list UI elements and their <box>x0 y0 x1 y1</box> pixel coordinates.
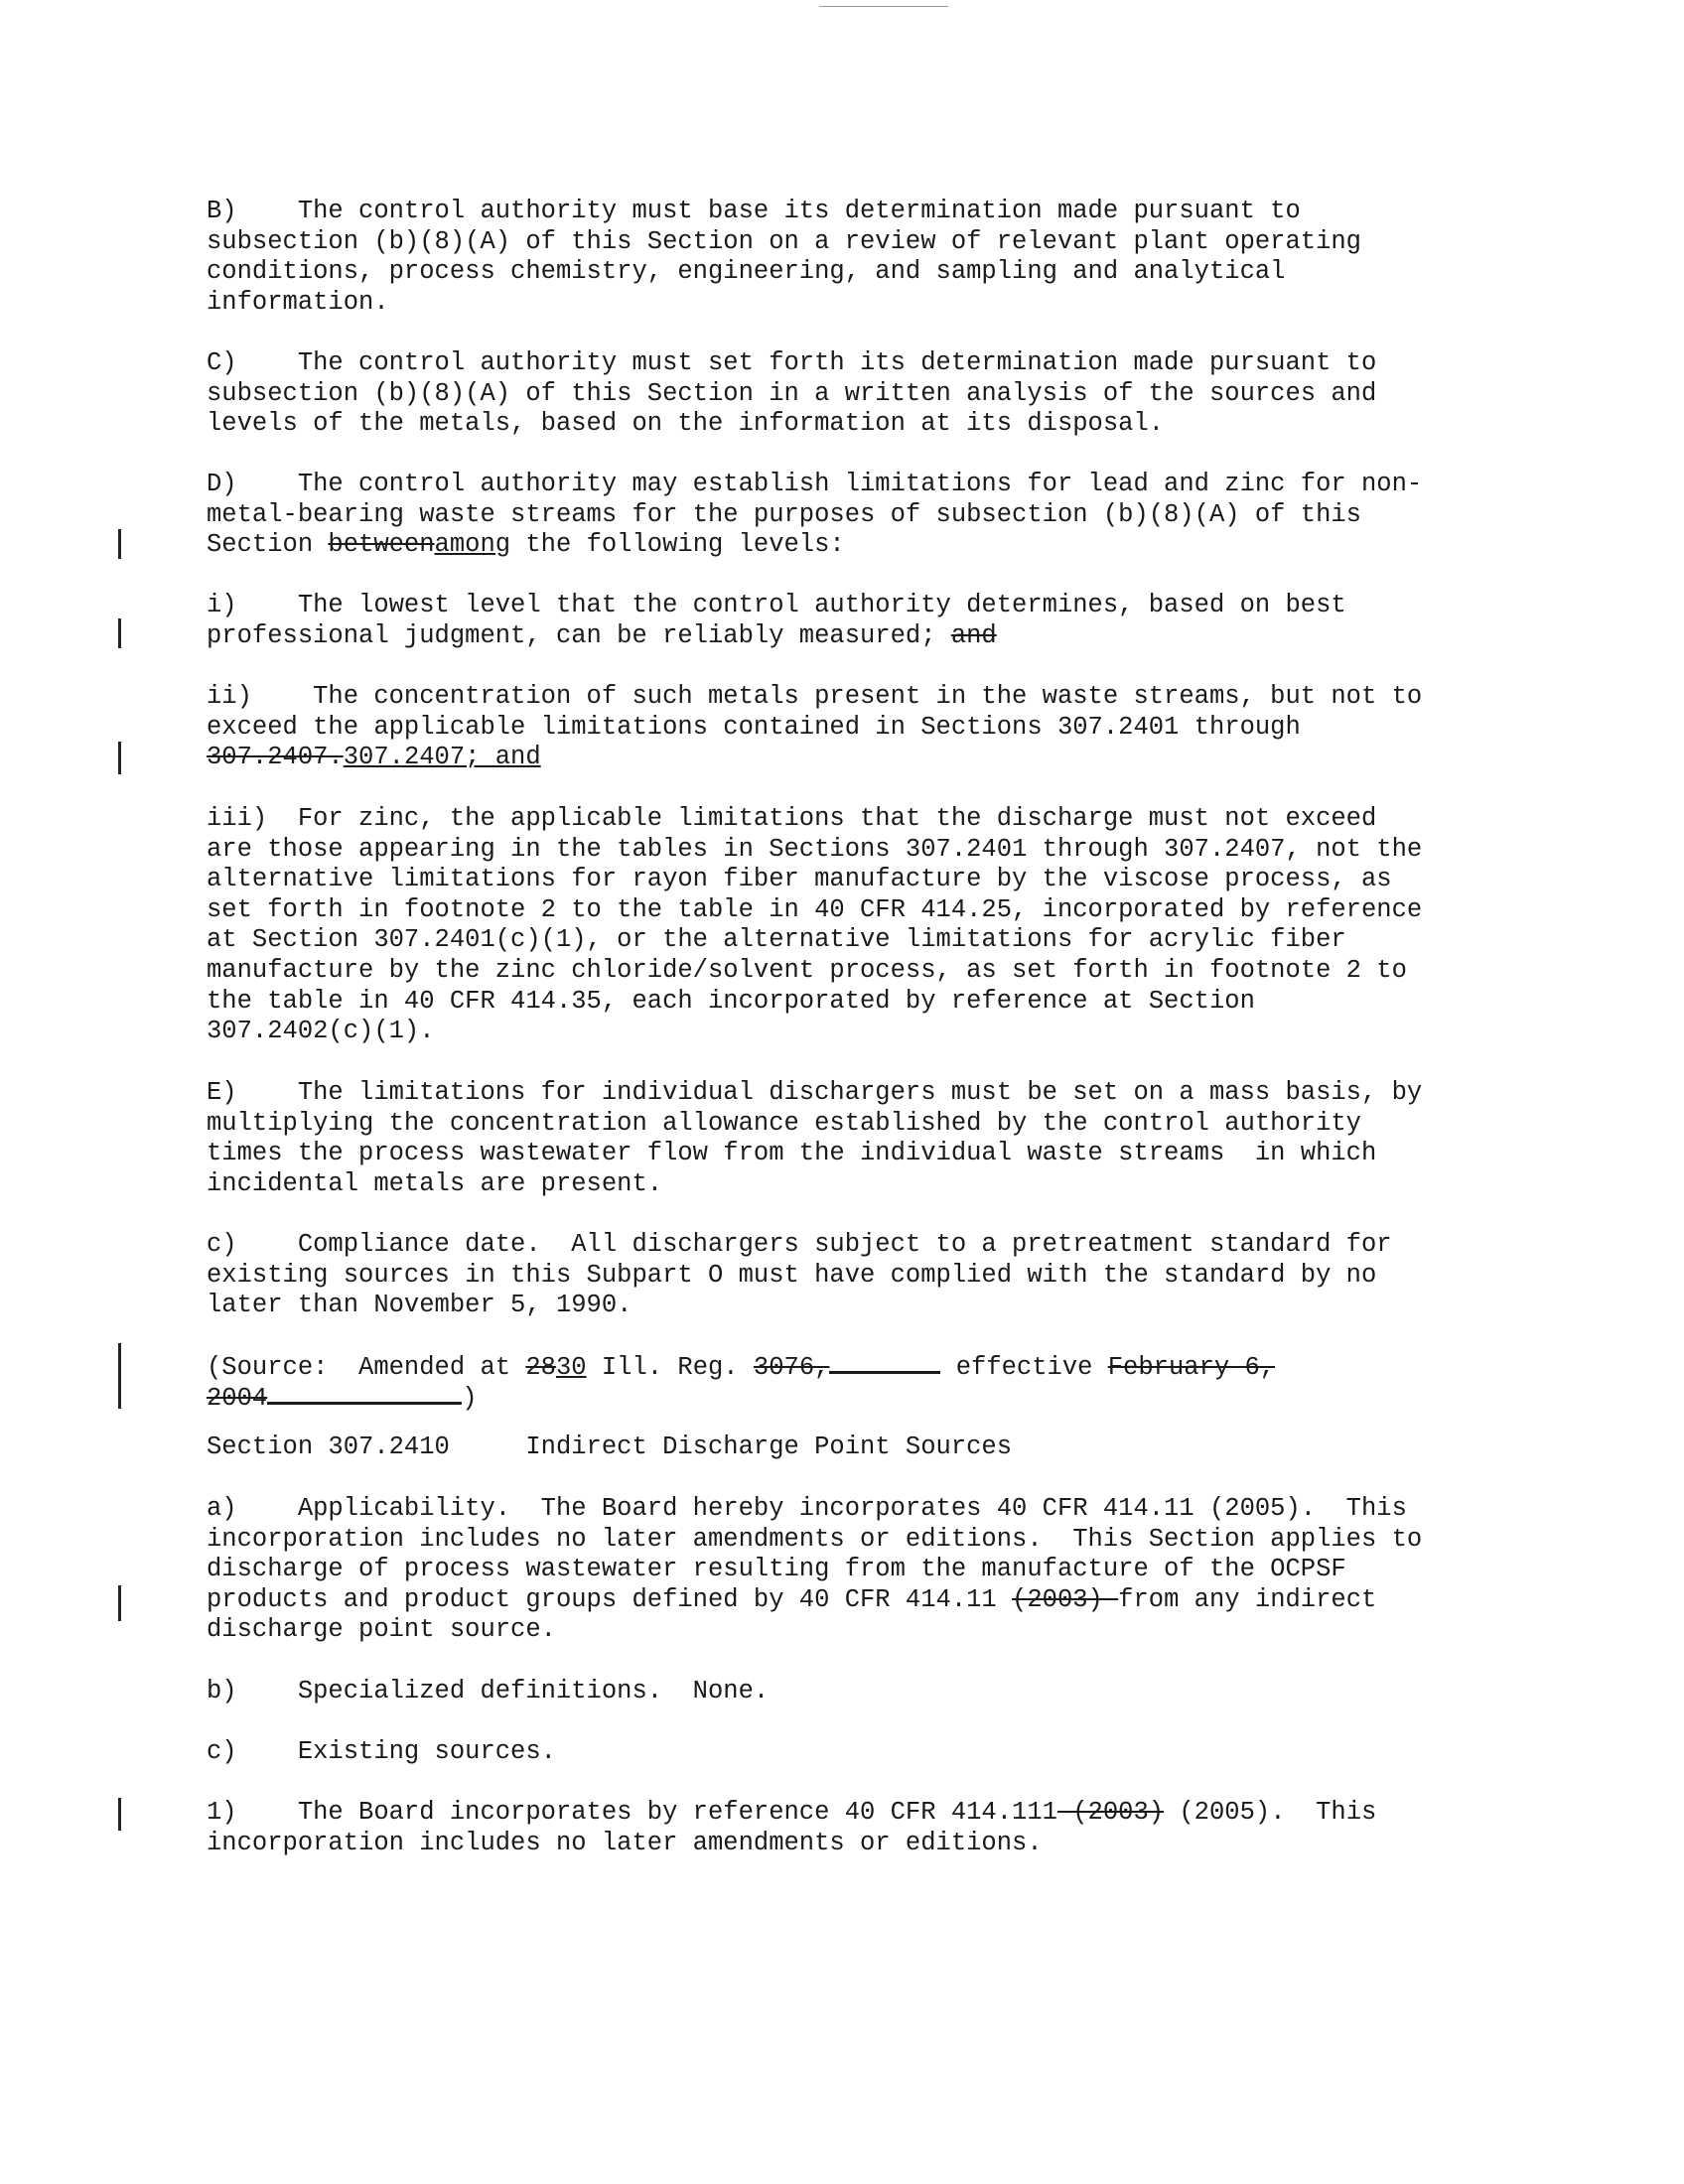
deleted-text: (2003) <box>1012 1584 1119 1614</box>
text-line: incidental metals are present. <box>207 1168 663 1198</box>
text-line: a) Applicability. The Board hereby incorporates 40 CFR 414.11 (2005). This <box>207 1494 1407 1523</box>
text-line: subsection (b)(8)(A) of this Section in a written analysis of the sources and <box>207 378 1377 408</box>
paragraph-1 <box>207 1798 1547 1858</box>
text-line: information. <box>207 287 389 317</box>
change-bar <box>118 1343 121 1409</box>
text-line: the table in 40 CFR 414.35, each incorporated by reference at Section <box>207 986 1255 1016</box>
paragraph-b-definitions <box>207 1677 1547 1707</box>
text-line: at Section 307.2401(c)(1), or the alternative limitations for acrylic fiber <box>207 925 1346 955</box>
text-line: D) The control authority may establish limitations for lead and zinc for non- <box>207 470 1423 498</box>
text-line: discharge of process wastewater resulting from the manufacture of the OCPSF <box>207 1555 1346 1584</box>
deleted-text: and <box>950 620 997 650</box>
deleted-text: 307.2407. <box>207 743 344 772</box>
text-line: times the process wastewater flow from the individual waste streams in which <box>207 1139 1377 1168</box>
text-line: C) The control authority must set forth its determination made pursuant to <box>207 348 1377 377</box>
text-line: E) The limitations for individual dischargers must be set on a mass basis, by <box>207 1078 1423 1107</box>
paragraph-iii <box>207 804 1547 1047</box>
deleted-text: between <box>328 530 435 560</box>
source-note <box>207 1351 1547 1412</box>
text-segment: from any indirect <box>1118 1584 1377 1614</box>
paragraph-a-applicability <box>207 1494 1547 1646</box>
text-line <box>207 1382 1547 1413</box>
text-segment: professional judgment, can be reliably measured; <box>207 620 951 650</box>
section-heading <box>207 1433 1547 1463</box>
inserted-text: 30 <box>555 1353 587 1382</box>
change-bar <box>118 1798 121 1831</box>
paragraph-ii <box>207 682 1547 773</box>
text-line: B) The control authority must base its determination made pursuant to <box>207 197 1301 225</box>
deleted-text: 28 <box>525 1353 556 1382</box>
text-line: are those appearing in the tables in Sections 307.2401 through 307.2407, not the <box>207 834 1423 864</box>
text-line: discharge point source. <box>207 1615 556 1645</box>
change-bar <box>118 1585 121 1621</box>
text-line: later than November 5, 1990. <box>207 1291 632 1320</box>
text-line: incorporation includes no later amendments or editions. <box>207 1828 1043 1857</box>
change-bar <box>118 742 121 774</box>
text-segment: (Source: Amended at <box>207 1353 526 1382</box>
text-line <box>207 1585 1547 1616</box>
section-title: Section 307.2410 Indirect Discharge Point Sources <box>207 1433 1013 1461</box>
text-line: i) The lowest level that the control authority determines, based on best <box>207 591 1346 619</box>
paragraph-c-upper <box>207 348 1547 440</box>
deleted-text: 2004 <box>207 1383 268 1413</box>
text-segment: effective <box>940 1353 1108 1382</box>
blank-line <box>829 1351 940 1374</box>
text-line <box>207 1351 1547 1382</box>
paragraph-d-upper <box>207 470 1547 561</box>
text-line: c) Compliance date. All dischargers subject to a pretreatment standard for <box>207 1230 1392 1259</box>
deleted-text: February 6, <box>1107 1353 1276 1382</box>
text-line: iii) For zinc, the applicable limitations that the discharge must not exceed <box>207 804 1377 833</box>
paragraph-e-upper <box>207 1078 1547 1199</box>
text-segment: Section <box>207 530 329 560</box>
text-segment: 1) The Board incorporates by reference 40 CFR 414.111 <box>207 1798 1057 1827</box>
text-segment: the following levels: <box>510 530 845 560</box>
scan-mark <box>819 6 948 7</box>
inserted-text: among <box>434 530 511 560</box>
text-line: c) Existing sources. <box>207 1737 556 1766</box>
text-line <box>207 743 1547 773</box>
change-bar <box>118 618 121 648</box>
blank-line <box>267 1382 462 1405</box>
inserted-text: 307.2407; and <box>343 743 541 772</box>
paragraph-c-compliance <box>207 1230 1547 1321</box>
paragraph-c-existing <box>207 1737 1547 1768</box>
text-line: multiplying the concentration allowance established by the control authority <box>207 1108 1361 1138</box>
text-line <box>207 530 1547 561</box>
text-line: conditions, process chemistry, engineering, and sampling and analytical <box>207 257 1286 287</box>
text-segment: products and product groups defined by 40 CFR 414.11 <box>207 1584 1013 1614</box>
text-line: manufacture by the zinc chloride/solvent process, as set forth in footnote 2 to <box>207 955 1407 985</box>
text-line: metal-bearing waste streams for the purposes of subsection (b)(8)(A) of this <box>207 499 1361 529</box>
text-segment: (2005). This <box>1164 1798 1377 1827</box>
text-line: exceed the applicable limitations contained in Sections 307.2401 through <box>207 712 1301 742</box>
paragraph-i <box>207 591 1547 651</box>
text-line: set forth in footnote 2 to the table in 40 CFR 414.25, incorporated by reference <box>207 894 1423 924</box>
text-line: ii) The concentration of such metals present in the waste streams, but not to <box>207 682 1423 711</box>
text-segment: ) <box>462 1383 478 1413</box>
paragraph-b-upper <box>207 197 1547 318</box>
text-line: levels of the metals, based on the information at its disposal. <box>207 409 1165 439</box>
deleted-text: 3076, <box>753 1353 830 1382</box>
text-line: subsection (b)(8)(A) of this Section on a review of relevant plant operating <box>207 226 1361 256</box>
text-line: existing sources in this Subpart O must have complied with the standard by no <box>207 1260 1377 1290</box>
text-line: alternative limitations for rayon fiber manufacture by the viscose process, as <box>207 865 1392 894</box>
change-bar <box>118 529 121 559</box>
deleted-text: (2003) <box>1056 1798 1165 1827</box>
text-line <box>207 621 1547 652</box>
text-line: b) Specialized definitions. None. <box>207 1677 770 1706</box>
text-segment: Ill. Reg. <box>586 1353 754 1382</box>
text-line <box>207 1798 1547 1829</box>
text-line: incorporation includes no later amendments or editions. This Section applies to <box>207 1524 1423 1554</box>
text-line: 307.2402(c)(1). <box>207 1017 435 1046</box>
